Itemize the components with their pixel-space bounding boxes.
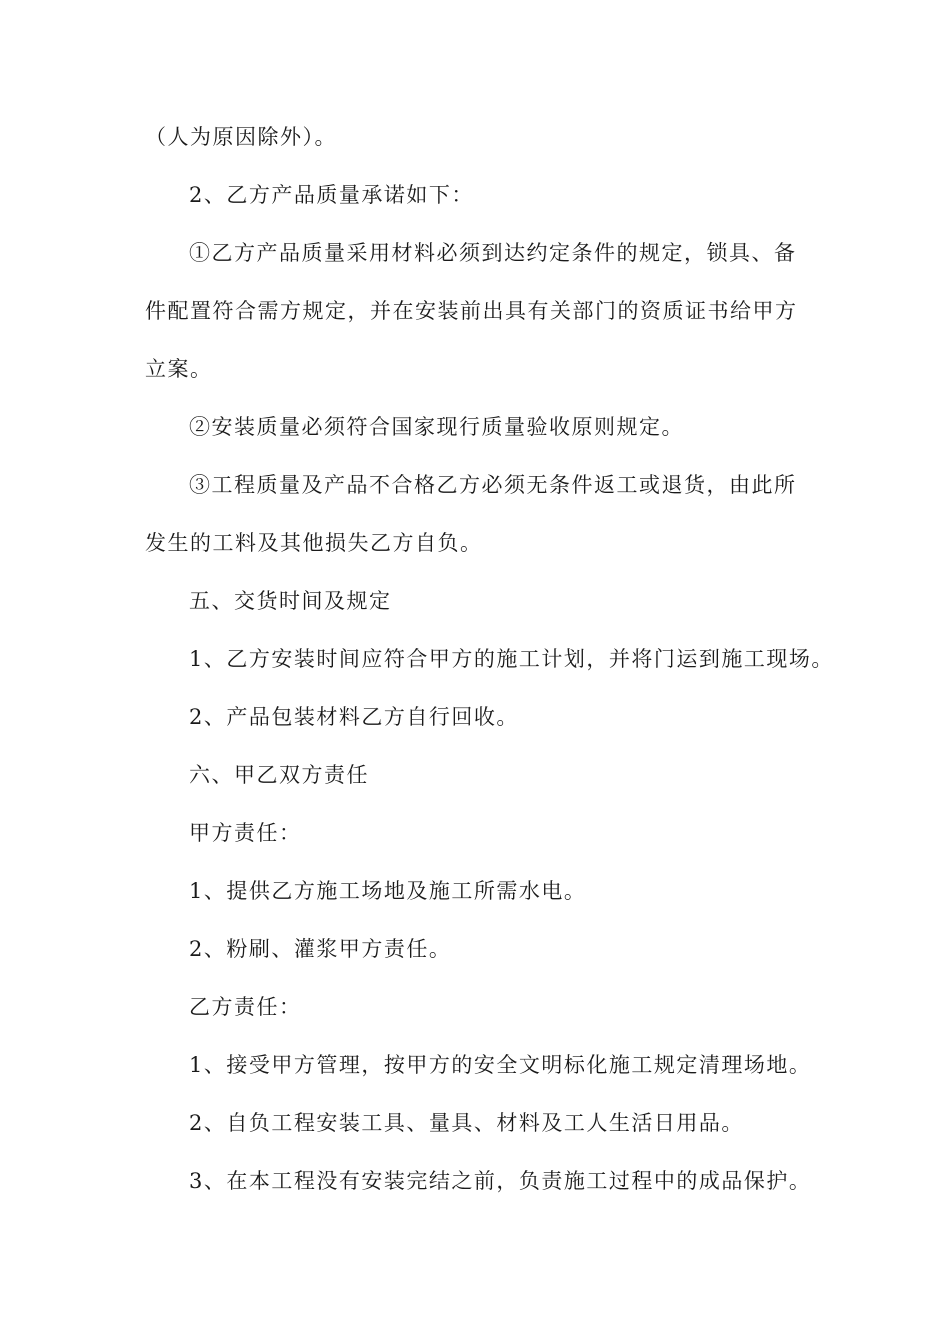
text-line: 1、接受甲方管理，按甲方的安全文明标化施工规定清理场地。 xyxy=(189,1053,812,1077)
text-line: 1、提供乙方施工场地及施工所需水电。 xyxy=(189,879,587,903)
document-body xyxy=(145,108,834,1210)
text-line: 2、自负工程安装工具、量具、材料及工人生活日用品。 xyxy=(189,1111,744,1135)
text-line: ③工程质量及产品不合格乙方必须无条件返工或退货，由此所 xyxy=(189,473,797,497)
subsection-heading: 甲方责任： xyxy=(189,821,302,845)
text-line: 3、在本工程没有安装完结之前，负责施工过程中的成品保护。 xyxy=(189,1169,812,1193)
section-heading: 五、交货时间及规定 xyxy=(189,589,392,613)
subsection-heading: 乙方责任： xyxy=(189,995,302,1019)
text-line: ①乙方产品质量采用材料必须到达约定条件的规定，锁具、备 xyxy=(189,241,797,265)
text-line: （人为原因除外）。 xyxy=(145,125,337,149)
text-line: 2、粉刷、灌浆甲方责任。 xyxy=(189,937,452,961)
text-line: 1、乙方安装时间应符合甲方的施工计划，并将门运到施工现场。 xyxy=(189,647,834,671)
section-heading: 六、甲乙双方责任 xyxy=(189,763,369,787)
text-line: 2、产品包装材料乙方自行回收。 xyxy=(189,705,519,729)
text-line: ②安装质量必须符合国家现行质量验收原则规定。 xyxy=(189,415,684,439)
text-line: 发生的工料及其他损失乙方自负。 xyxy=(145,531,483,555)
text-line: 件配置符合需方规定，并在安装前出具有关部门的资质证书给甲方 xyxy=(145,299,798,323)
text-line: 2、乙方产品质量承诺如下： xyxy=(189,183,474,207)
text-line: 立案。 xyxy=(145,357,213,381)
